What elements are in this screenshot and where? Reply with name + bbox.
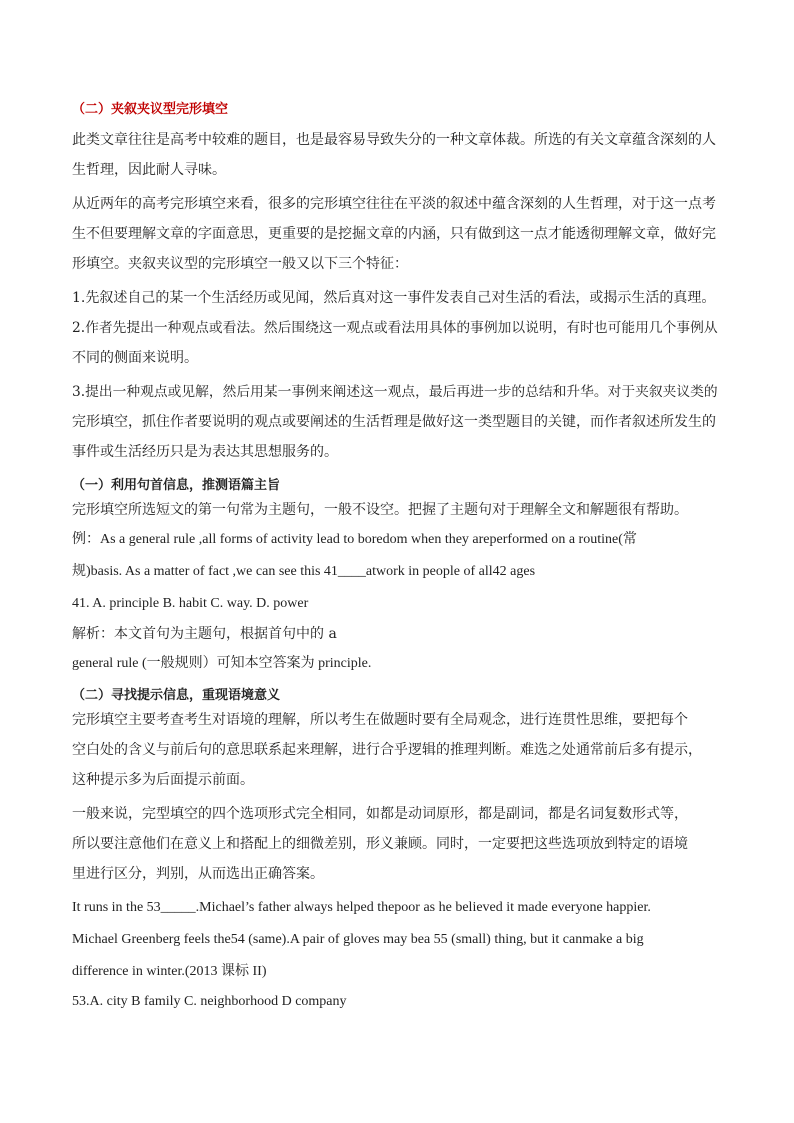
tip2-example-line1: It runs in the 53_____.Michael’s father always helped thepoor as he believed it made everyone happier. [72,900,651,915]
tip2-para2-line2: 所以要注意他们在意义上和搭配上的细微差别，形义兼顾。同时，一定要把这些选项放到特定的语境 [72,836,688,852]
tip2-para2-line1: 一般来说，完型填空的四个选项形式完全相同，如都是动词原形，都是副词，都是名词复数形式等， [72,806,688,822]
tip2-example-line2: Michael Greenberg feels the54 (same).A pair of gloves may bea 55 (small) thing, but it canmake a big [72,932,644,947]
section1-para2-line2: 生不但要理解文章的字面意思，更重要的是挖掘文章的内涵，只有做到这一点才能透彻理解文章，做好完 [72,226,716,242]
tip2-para1-line3: 这种提示多为后面提示前面。 [72,772,254,788]
tip2-heading: （二）寻找提示信息，重现语境意义 [72,688,281,703]
tip1-example-line2: 规)basis. As a matter of fact ,we can see this 41____atwork in people of all42 ages [72,564,536,579]
feature-point-2-line2: 不同的侧面来说明。 [72,350,198,366]
section1-para2-line1: 从近两年的高考完形填空来看，很多的完形填空往往在平淡的叙述中蕴含深刻的人生哲理，对于这一点考 [72,196,716,212]
section1-para2-line3: 形填空。夹叙夹议型的完形填空一般又以下三个特征： [72,256,408,272]
tip1-options: 41. A. principle B. habit C. way. D. power [72,596,309,611]
section-heading-narrative-argument: （二）夹叙夹议型完形填空 [72,102,229,117]
tip2-para1-line2: 空白处的含义与前后句的意思联系起来理解，进行合乎逻辑的推理判断。难选之处通常前后多有提示， [72,742,702,758]
tip2-para2-line3: 里进行区分，判别，从而选出正确答案。 [72,866,324,882]
feature-point-1: 1.先叙述自己的某一个生活经历或见闻，然后真对这一事件发表自己对生活的看法，或揭示生活的真理。 [72,290,716,306]
feature-point-3-line2: 完形填空，抓住作者要说明的观点或要阐述的生活哲理是做好这一类型题目的关键，而作者叙述所发生的 [72,414,716,430]
tip1-example-line1: 例：As a general rule ,all forms of activity lead to boredom when they areperformed on a routine(常 [72,532,637,547]
tip2-para1-line1: 完形填空主要考查考生对语境的理解，所以考生在做题时要有全局观念，进行连贯性思维，要把每个 [72,712,688,728]
feature-point-2-line1: 2.作者先提出一种观点或看法。然后围绕这一观点或看法用具体的事例加以说明，有时也可能用几个事例从 [72,320,718,336]
tip1-heading: （一）利用句首信息，推测语篇主旨 [72,478,281,493]
tip2-example-line3: difference in winter.(2013 课标 II) [72,964,267,979]
section1-para1-line1: 此类文章往往是高考中较难的题目，也是最容易导致失分的一种文章体裁。所选的有关文章蕴含深刻的人 [72,132,716,148]
tip1-analysis-line2: general rule (一般规则）可知本空答案为 principle. [72,656,372,671]
tip2-options: 53.A. city B family C. neighborhood D company [72,994,347,1009]
feature-point-3-line1: 3.提出一种观点或见解，然后用某一事例来阐述这一观点，最后再进一步的总结和升华。对于夹叙夹议类的 [72,384,718,400]
section1-para1-line2: 生哲理，因此耐人寻味。 [72,162,226,178]
tip1-body: 完形填空所选短文的第一句常为主题句，一般不设空。把握了主题句对于理解全文和解题很有帮助。 [72,502,688,518]
feature-point-3-line3: 事件或生活经历只是为表达其思想服务的。 [72,444,338,460]
tip1-analysis-line1: 解析：本文首句为主题句，根据首句中的 a [72,626,337,642]
